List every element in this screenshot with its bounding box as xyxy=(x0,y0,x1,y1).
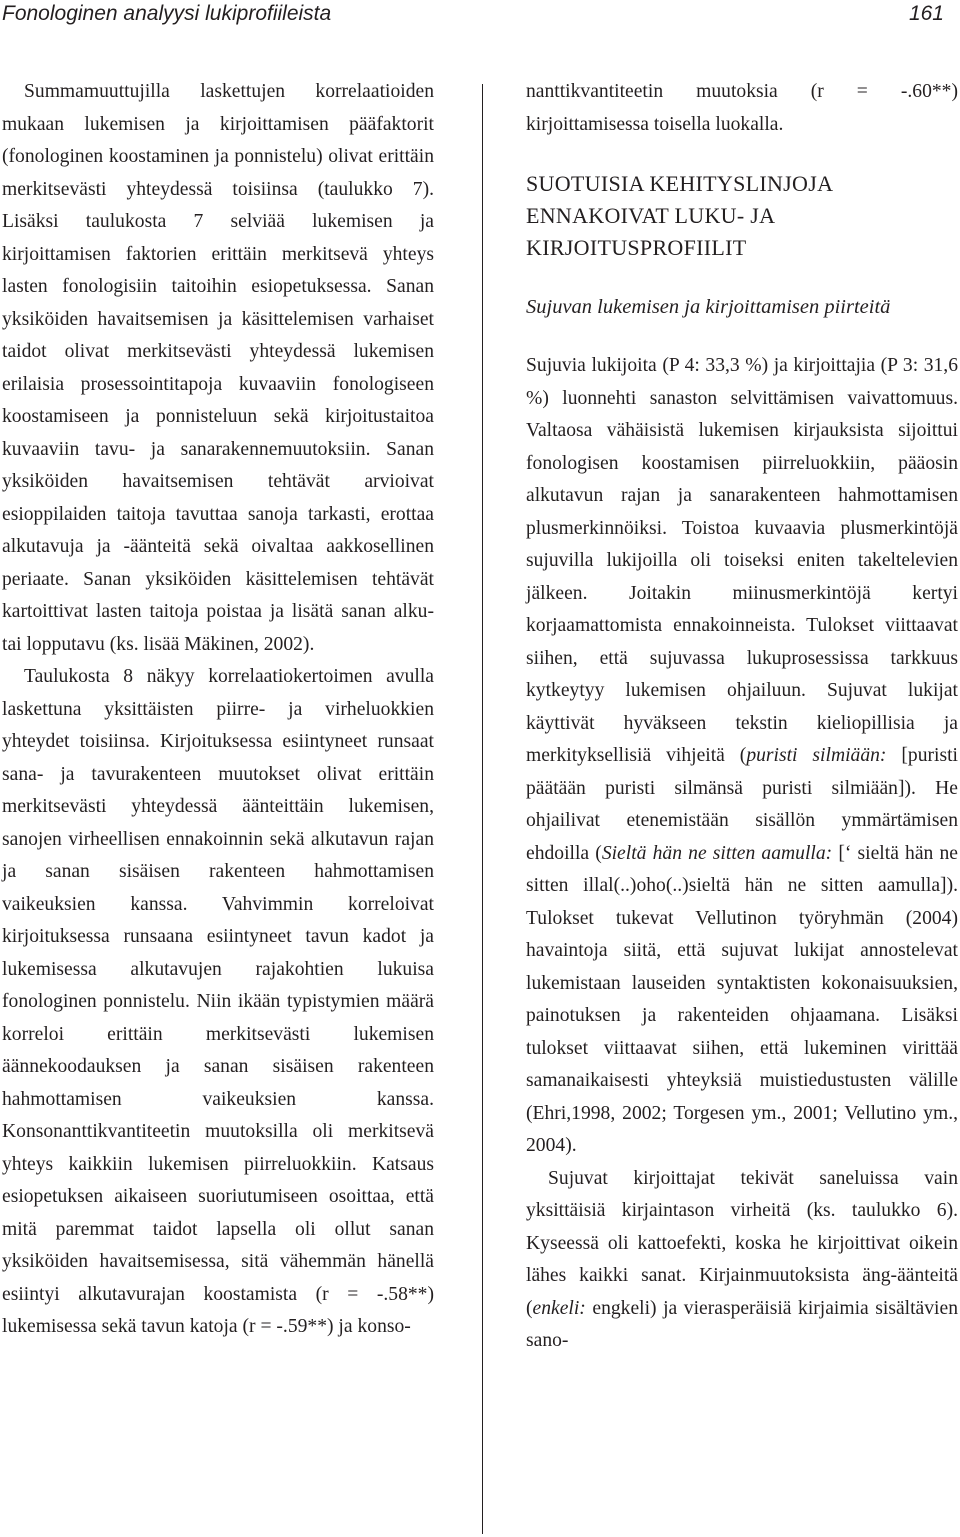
text-run: [puristi päätään puristi silmänsä puristi silmiään]). He ohjailivat etenemistään sisällön ymmärtämisen ehdoilla ( xyxy=(526,745,959,864)
continued-paragraph: nanttikvantiteetin muutoksia (r = -.60**) kirjoittamisessa toisella luokalla. xyxy=(526,81,958,135)
left-column xyxy=(2,76,434,1344)
section-heading-line: SUOTUISIA KEHITYSLINJOJA xyxy=(526,171,834,196)
example-quote: Sieltä hän ne sitten aamulla: xyxy=(601,842,833,864)
subsection-heading: Sujuvan lukemisen ja kirjoittamisen piirteitä xyxy=(526,296,891,318)
body-paragraph xyxy=(526,350,958,1163)
running-header xyxy=(0,0,960,30)
text-run: [‘ sieltä hän ne sitten illal(..)oho(..)sieltä hän ne sitten aamulla]). Tulokset tukevat Vellutinon työryhmän (2004) havaintoja siitä, että sujuvat lukijat annostelevat lukemistaan lauseiden syntaktisten kokonaisuuksien, painotuksen ja rakenteiden ohjaamana. Lisäksi tulokset viittaavat siihen, että lukeminen virittää samanaikaisesti yhteyksiä muistiedustusten välille (Ehri,1998, 2002; Torgesen ym., 2001; Vellutino ym., 2004). xyxy=(526,842,958,1156)
body-paragraph: Summamuuttujilla laskettujen korrelaatioiden mukaan lukemisen ja kirjoittamisen pääfaktorit (fonologinen koostaminen ja ponnistelu) olivat erittäin merkitsevästi yhteydessä toisiinsa (taulukko 7). Lisäksi taulukosta 7 selviää lukemisen ja kirjoittamisen faktorien erittäin merkitsevä yhteys lasten fonologisiin taitoihin esiopetuksessa. Sanan yksiköiden havaitsemisen ja käsittelemisen varhaiset taidot olivat merkitsevästi yhteydessä lukemisen erilaisia prosessointitapoja kuvaaviin fonologiseen koostamiseen ja ponnisteluun sekä kirjoitustaitoa kuvaaviin tavu- ja sanarakennemuutoksiin. Sanan yksiköiden havaitsemisen tehtävät arvioivat esioppilaiden taitoja tavuttaa sanoja tarkasti, erottaa alkutavuja ja -äänteitä sekä oivaltaa aakkosellinen periaate. Sanan yksiköiden käsittelemisen tehtävät kartoittivat lasten taitoja poistaa ja lisätä sanan alku- tai lopputavu (ks. lisää Mäkinen, 2002). xyxy=(2,81,434,655)
body-paragraph: Taulukosta 8 näkyy korrelaatiokertoimen avulla laskettuna yksittäisten piirre- ja virheluokkien yhteydet toisiinsa. Kirjoituksessa esiintyneet runsaat sana- ja tavurakenteen muutokset olivat erittäin merkitsevästi yhteydessä äänteittäin lukemisen, sanojen virheellisen ennakoinnin sekä alkutavun rajan ja sanan sisäisen rakenteen hahmottamisen vaikeuksien kanssa. Vahvimmin korreloivat kirjoituksessa runsaana esiintyneet tavun kadot ja lukemisessa alkutavujen rajakohtien lukuisa fonologinen ponnistelu. Niin ikään typistymien määrä korreloi erittäin merkitsevästi lukemisen äännekoodauksen ja sanan sisäisen rakenteen hahmottamisen vaikeuksien kanssa. Konsonanttikvantiteetin muutoksilla oli merkitsevä yhteys kaikkiin lukemisen piirreluokkiin. Katsaus esiopetuksen aikaiseen suoriutumiseen osoittaa, että mitä paremmat taidot lapsella oli ollut sanan yksiköiden havaitsemisessa, sitä vähemmän hänellä esiintyi alkutavurajan koostamista (r = -.58**) lukemisessa sekä tavun katoja (r = -.59**) ja konso- xyxy=(2,666,434,1337)
text-run: engkeli) ja vierasperäisiä kirjaimia sisältävien sano- xyxy=(526,1297,958,1351)
body-paragraph xyxy=(526,1163,958,1358)
example-quote: enkeli: xyxy=(532,1297,586,1319)
example-quote: puristi silmiään: xyxy=(746,745,887,766)
text-run: Sujuvat kirjoittajat tekivät saneluissa vain yksittäisiä kirjaintason virheitä (ks. taulukko 6). Kyseessä oli kattoefekti, koska he kirjoittivat oikein lähes kaikki sanat. Kirjainmuutoksista äng-äänteitä ( xyxy=(526,1167,958,1319)
section-heading xyxy=(526,168,958,264)
section-heading-line: KIRJOITUSPROFIILIT xyxy=(526,235,747,260)
text-run: Sujuvia lukijoita (P 4: 33,3 %) ja kirjoittajia (P 3: 31,6 %) luonnehti sanaston selvittämisen vaivattomuus. Valtaosa vähäisistä lukemisen kirjauksista sijoittui fonologisen koostamisen piirreluokkiin, pääosin alkutavun rajan ja sanarakenteen hahmottamisen plusmerkinnöiksi. Toistoa kuvaavia plusmerkintöjä sujuvilla lukijoilla oli toiseksi eniten takeltelevien jälkeen. Joitakin miinusmerkintöjä kertyi korjaamattomista ennakoinneista. Tulokset viittaavat siihen, että sujuvassa lukuprosessissa tarkkuus kytkeytyy lukemisen ohjailuun. Sujuvat lukijat käyttivät hyväkseen tekstin kieliopillisia ja merkityksellisiä vihjeitä ( xyxy=(526,355,958,766)
right-column xyxy=(526,76,958,1358)
page-number: 161 xyxy=(908,2,944,25)
column-divider xyxy=(482,84,483,1534)
section-heading-line: ENNAKOIVAT LUKU- JA xyxy=(526,203,776,228)
running-title: Fonologinen analyysi lukiprofiileista xyxy=(2,2,332,25)
